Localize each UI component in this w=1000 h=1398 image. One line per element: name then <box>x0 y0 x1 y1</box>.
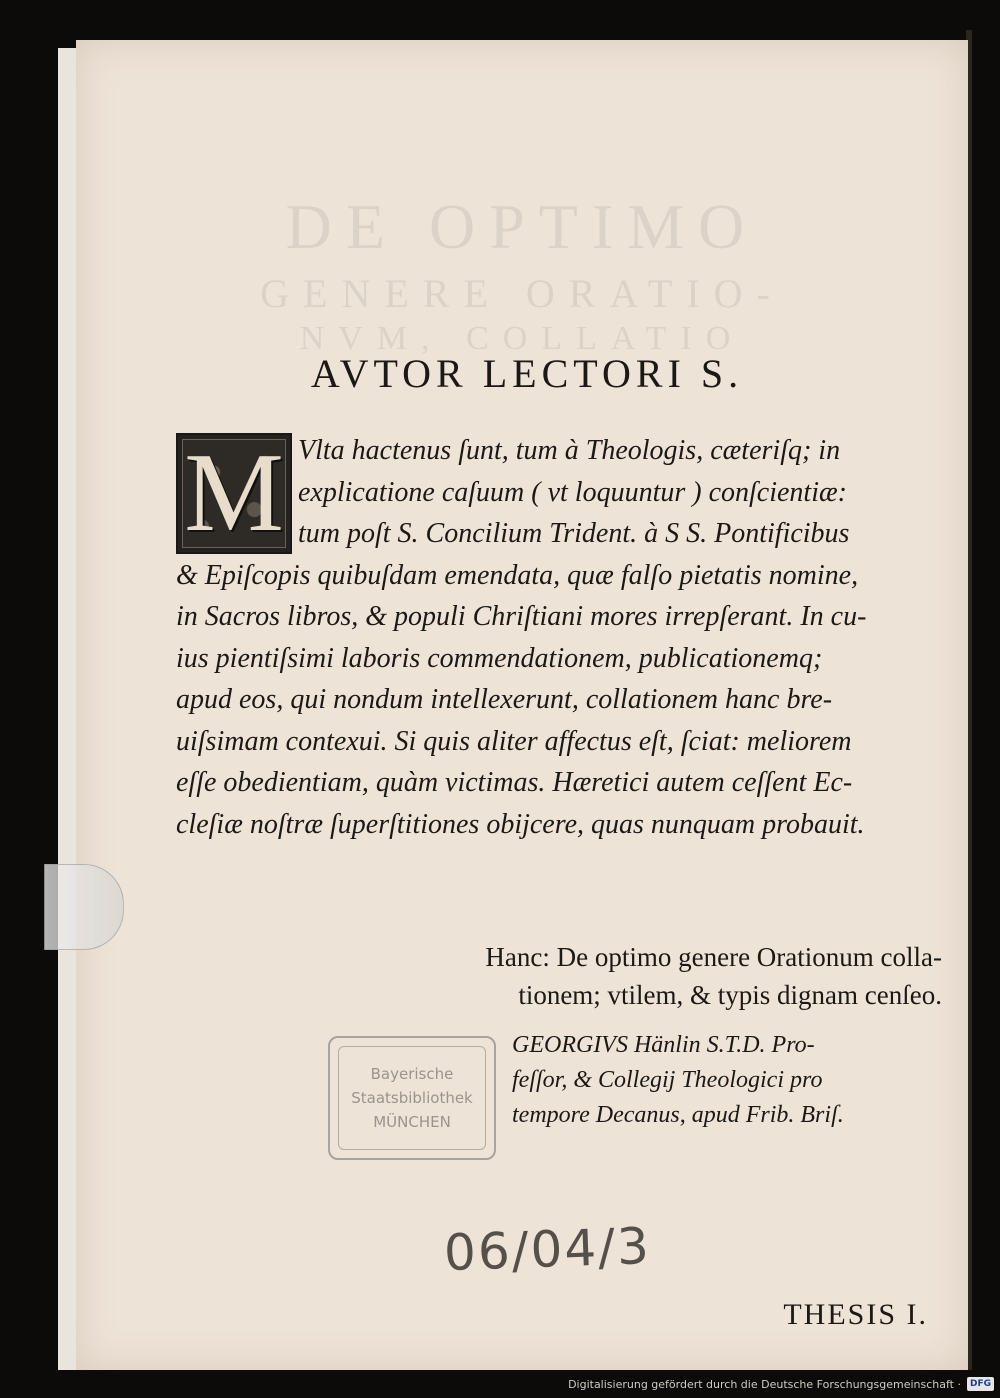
footer-bar <box>0 1370 1000 1398</box>
imprimatur-line: tionem; vtilem, & typis dignam cenſeo. <box>518 980 942 1010</box>
stamp-line: MÜNCHEN <box>373 1113 451 1131</box>
imprimatur-line: Hanc: De optimo genere Orationum colla- <box>485 942 942 972</box>
signature-block <box>512 1028 962 1133</box>
imprimatur-text <box>342 938 942 1014</box>
library-stamp <box>328 1036 496 1160</box>
text-line: uiſsimam contexui. Si quis aliter affectus eſt, ſciat: meliorem <box>176 725 852 757</box>
page-heading: AVTOR LECTORI S. <box>310 351 744 396</box>
text-line: ius pientiſsimi laboris commendationem, publicationemq; <box>176 642 823 674</box>
library-stamp-frame <box>338 1046 486 1150</box>
text-line: in Sacros libros, & populi Chriſtiani mores irrepſerant. In cu- <box>176 601 867 632</box>
signature-line: tempore Decanus, apud Frib. Briſ. <box>512 1102 844 1128</box>
footer-credit: Digitalisierung gefördert durch die Deutsche Forschungsgemeinschaft · <box>568 1377 961 1391</box>
book-clip <box>44 864 124 950</box>
text-line: eſſe obedientiam, quàm victimas. Hæretici autem ceſſent Ec- <box>176 767 853 798</box>
book-page <box>76 40 968 1370</box>
text-line: tum poſt S. Concilium Trident. à S S. Pontificibus <box>298 518 850 549</box>
text-line: explicatione caſuum ( vt loquuntur ) conſcientiæ: <box>298 476 847 508</box>
text-line: cleſiæ noſtræ ſuperſtitiones obijcere, quas nunquam probauit. <box>176 808 865 840</box>
signature-line: feſſor, & Collegij Theologici pro <box>512 1067 823 1093</box>
text-line: apud eos, qui nondum intellexerunt, collationem hanc bre- <box>176 684 833 715</box>
preface-text <box>176 430 936 845</box>
dfg-logo-icon: DFG <box>967 1377 994 1391</box>
handwritten-shelfmark: 06/04/3 <box>443 1216 652 1283</box>
catchword: THESIS I. <box>783 1298 928 1331</box>
signature-line: GEORGIVS Hänlin S.T.D. Pro- <box>512 1032 815 1058</box>
show-through-text: DE OPTIMO GENERE ORATIO- NVM, COLLATIO <box>260 191 784 357</box>
initial-letter: M <box>184 431 284 555</box>
stamp-line: Bayerische <box>370 1065 454 1083</box>
text-line: & Epiſcopis quibuſdam emendata, quæ falſo pietatis nomine, <box>176 559 859 591</box>
text-line: Vlta hactenus ſunt, tum à Theologis, cæteriſq; in <box>298 435 841 466</box>
stamp-line: Staatsbibliothek <box>351 1089 473 1107</box>
